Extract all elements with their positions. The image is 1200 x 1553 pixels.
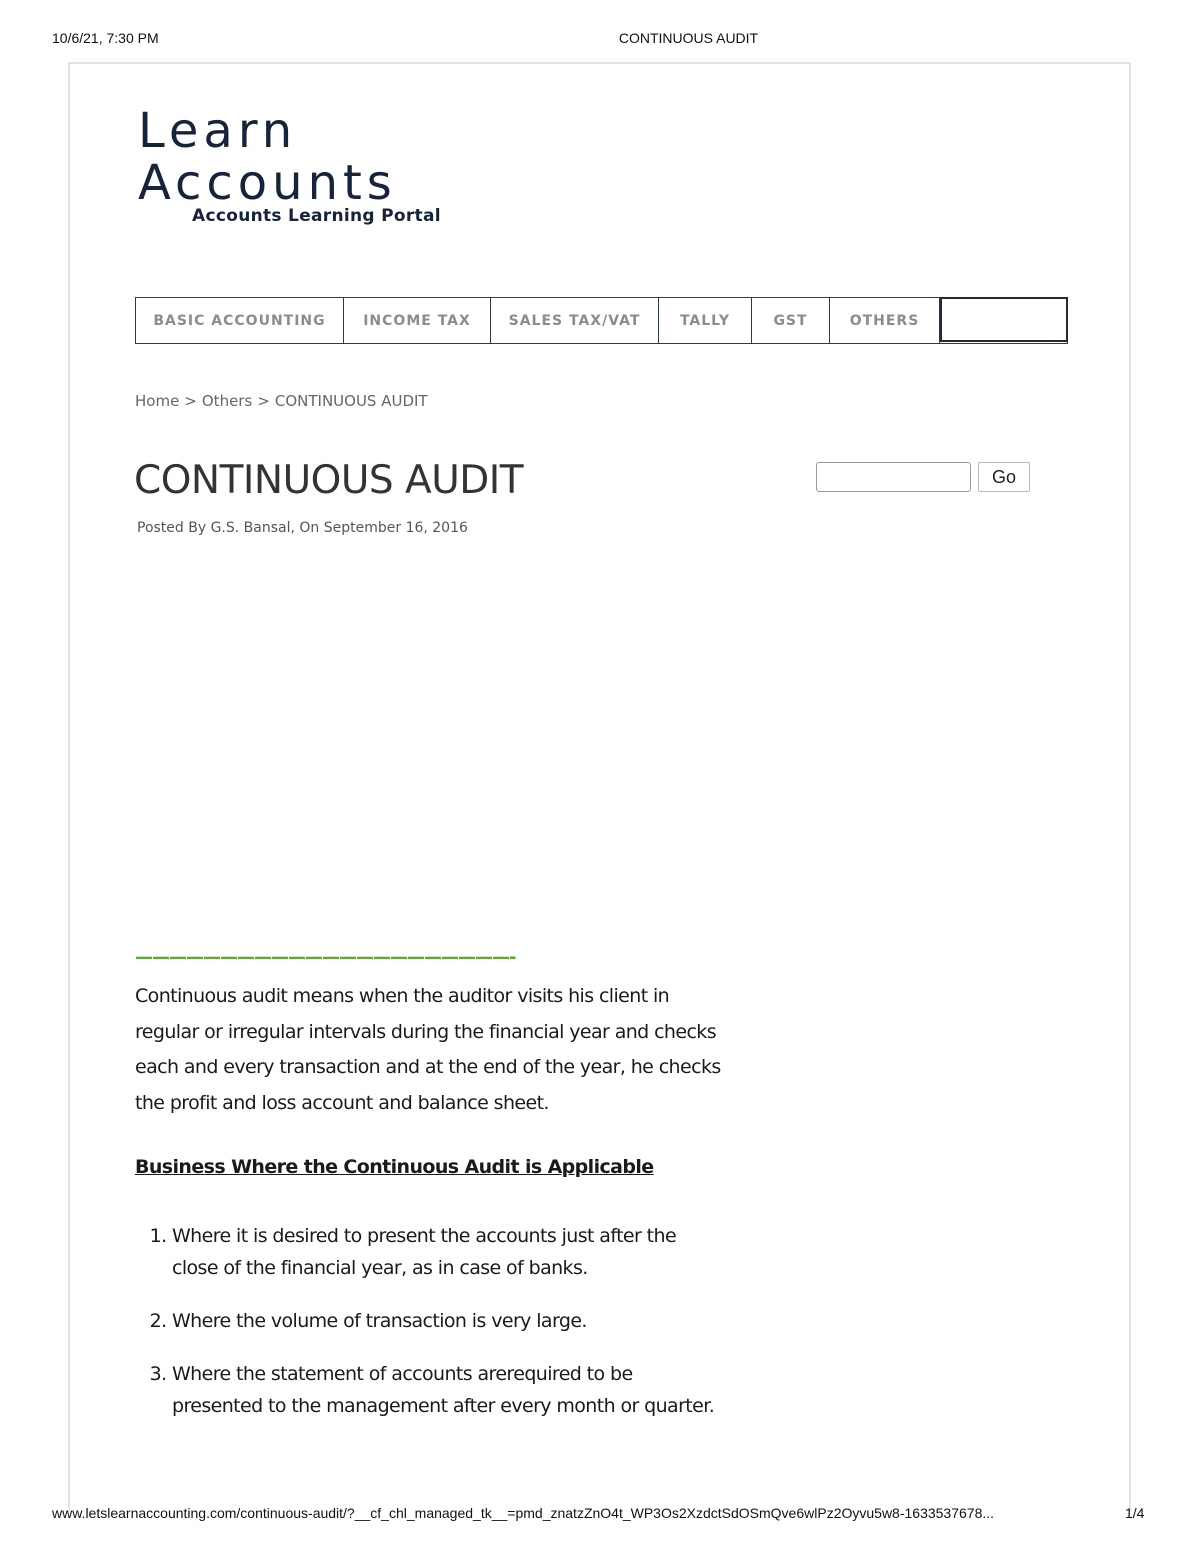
nav-gst[interactable]: GST bbox=[752, 298, 830, 343]
nav-empty-slot[interactable] bbox=[940, 297, 1068, 342]
logo-tagline: Accounts Learning Portal bbox=[192, 206, 441, 226]
list-item: 1. Where it is desired to present the accounts just after the close of the financial year, as in case of banks. bbox=[172, 1220, 725, 1284]
print-header bbox=[0, 28, 1200, 50]
article-body bbox=[135, 979, 725, 1443]
page-number: 1/4 bbox=[1125, 1505, 1145, 1521]
nav-sales-tax-vat[interactable]: SALES TAX/VAT bbox=[491, 298, 659, 343]
breadcrumb bbox=[135, 392, 428, 410]
post-meta: Posted By G.S. Bansal, On September 16, 2016 bbox=[137, 520, 468, 536]
breadcrumb-others[interactable]: Others bbox=[201, 392, 253, 410]
print-title: CONTINUOUS AUDIT bbox=[618, 30, 759, 46]
list-item: 2. Where the volume of transaction is very large. bbox=[172, 1305, 725, 1337]
breadcrumb-current: CONTINUOUS AUDIT bbox=[274, 392, 428, 410]
green-divider: ——————————————————————- bbox=[135, 947, 516, 968]
print-footer bbox=[0, 1503, 1200, 1525]
print-date: 10/6/21, 7:30 PM bbox=[52, 30, 159, 46]
section-heading: Business Where the Continuous Audit is Applicable bbox=[135, 1156, 654, 1178]
intro-paragraph: Continuous audit means when the auditor visits his client in regular or irregular intervals during the financial year and checks each and every transaction and at the end of the year, he checks the profit and loss account and balance sheet. bbox=[135, 985, 721, 1114]
breadcrumb-home[interactable]: Home bbox=[135, 392, 180, 410]
nav-income-tax[interactable]: INCOME TAX bbox=[344, 298, 491, 343]
go-button[interactable]: Go bbox=[978, 462, 1030, 492]
logo-line-2: Accounts bbox=[138, 155, 397, 211]
logo-line-1: Learn bbox=[138, 103, 298, 159]
breadcrumb-separator: > bbox=[257, 392, 270, 410]
breadcrumb-separator: > bbox=[184, 392, 197, 410]
nav-others[interactable]: OTHERS bbox=[830, 298, 940, 343]
page-title: CONTINUOUS AUDIT bbox=[134, 458, 524, 503]
nav-basic-accounting[interactable]: BASIC ACCOUNTING bbox=[136, 298, 344, 343]
applicable-business-list bbox=[135, 1220, 725, 1422]
print-url: www.letslearnaccounting.com/continuous-audit/?__cf_chl_managed_tk__=pmd_znatzZnO4t_WP3Os2XzdctSdOSmQve6wlPz2Oyvu5w8-1633537678... bbox=[52, 1505, 995, 1521]
main-nav bbox=[135, 297, 1068, 344]
site-logo[interactable] bbox=[138, 103, 458, 226]
nav-tally[interactable]: TALLY bbox=[659, 298, 752, 343]
page-frame bbox=[68, 62, 1131, 1512]
search-input[interactable] bbox=[816, 462, 971, 492]
list-item: 3. Where the statement of accounts arerequired to be presented to the management after every month or quarter. bbox=[172, 1358, 725, 1422]
